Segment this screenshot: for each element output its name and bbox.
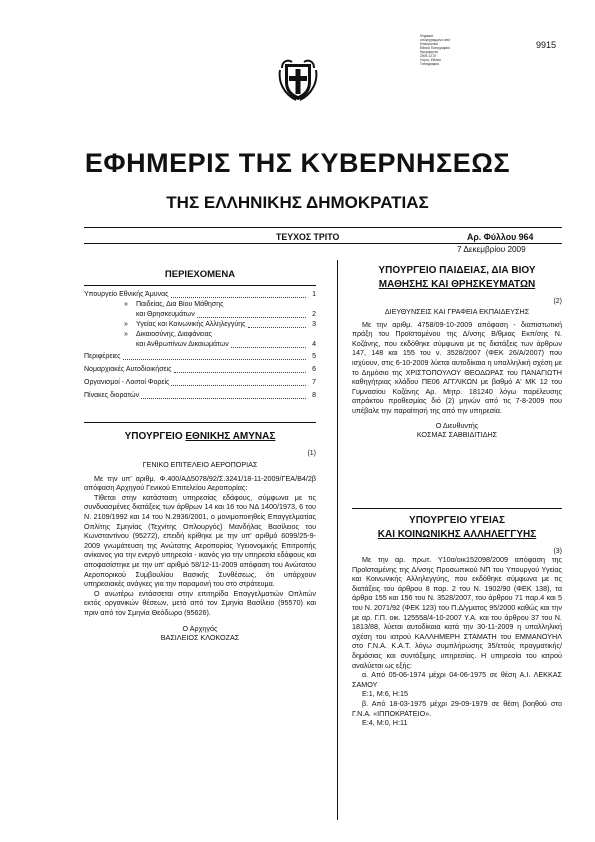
greek-coat-of-arms-icon — [278, 56, 318, 102]
toc-row-page: 2 — [312, 311, 316, 318]
issue-date: 7 Δεκεμβρίου 2009 — [457, 245, 526, 254]
stamp-line: Τυπογραφείο — [420, 62, 440, 66]
paragraph: Ο ανωτέρω εντάσσεται στην επιτηρίδα Επαγγελματιών Οπλιτών εκτός οργανικών θέσεων, μετά από τον Σμηνία Βασίλειο (95570) και πριν από τον Σμηνία Θεόδωρο (95626). — [84, 588, 316, 617]
decision-number: (3) — [553, 548, 562, 555]
stamp-line: Ημερομηνία: — [420, 50, 439, 54]
service-line: α. Από 05-06-1974 μέχρι 04-06-1975 σε θέση Α.Ι. ΛΕΚΚΑΣ ΣΑΜΟΥ — [352, 670, 562, 689]
toc-row — [84, 310, 316, 320]
toc-row-label: και Ανθρωπίνων Δικαιωμάτων — [136, 341, 229, 348]
issue-label: Αρ. Φύλλου — [467, 232, 517, 242]
toc-row-label: Περιφέρειες — [84, 353, 121, 360]
education-section — [352, 264, 562, 440]
paragraph: Με την αρ. πρωτ. Υ10α/οικ152098/2009 απόφαση της Προϊσταμένης της Δ/νσης Προσωπικού ΝΠ του Υπουργού Υγείας και Κοινωνικής Αλληλεγγύης, που εκδόθηκε σύμφωνα με τις διατάξεις του άρθρου 8 παρ. 2 του Ν. 1902/90 (ΦΕΚ 138), τα άρθρα 155 και 156 του Ν. 3528/2007, του άρθρου 71 παρ.4 και 5 του Ν. 2071/92 (ΦΕΚ 123) του Π.Δ/γματος 95/2000 καθώς και την με αρ. Γ.Π. οικ. 125558/4-10-2007 Υ.Α. και του άρθρου 37 του Ν. 1813/88, λύεται αυτοδίκαια κατά την 30-11-2009 η υπαλληλική σχέση του ιατρού ΚΑΛΛΗΜΕΡΗ ΣΤΑΜΑΤΗ του ΕΜΜΑΝΟΥΗΛ στο Γ.Ν.Α. Κ.Α.Τ. λόγω συμπλήρωσης 35/ετούς πραγματικής/δημόσιας και συντάξιμης υπηρεσίας. Η υπηρεσία του ιατρού αναλύεται ως εξής: — [352, 555, 562, 670]
health-section — [352, 514, 562, 728]
toc-row-page: 4 — [312, 341, 316, 348]
toc-row-label: Παιδείας, Δια Βίου Μάθησης — [136, 301, 224, 308]
stamp-line: 2009.12.07 — [420, 54, 437, 58]
toc-row-label: Νομαρχιακές Αυτοδιοικήσεις — [84, 366, 172, 373]
gazette-subtitle: ΤΗΣ ΕΛΛΗΝΙΚΗΣ ΔΗΜΟΚΡΑΤΙΑΣ — [166, 193, 429, 212]
toc-row: » Δικαιοσύνης, Διαφάνειας — [124, 331, 213, 338]
toc-row — [84, 290, 316, 300]
toc-row-page: 8 — [312, 392, 316, 399]
toc-row — [84, 340, 316, 350]
service-line: Ε:4, Μ:0, Η:11 — [362, 718, 408, 728]
section-heading-underlined: ΕΘΝΙΚΗΣ ΑΜΥΝΑΣ — [185, 431, 276, 442]
section-heading: ΥΠΟΥΡΓΕΙΟ ΕΘΝΙΚΗΣ ΑΜΥΝΑΣ — [124, 431, 276, 442]
signature-name: ΒΑΣΙΛΕΙΟΣ ΚΛΟΚΟΖΑΣ — [160, 633, 240, 643]
paragraph: Με την αριθμ. 4758/09-10-2009 απόφαση - διαπιστωτική πράξη του Προϊσταμένου της Δ/νσης Β/θμιας Εκπ/σης Ν. Κοζάνης, που εκδόθηκε σύμφωνα με τις διατάξεις των άρθρων 147, 148 και 155 του ν. 3528/2007 (ΦΕΚ 26/Α/2007) που ισχύουν, στις 6-10-2009 λύεται αυτοδίκαια η υπαλληλική σχέση με το Δημόσιο της ΧΡΙΣΤΟΠΟΥΛΟΥ ΘΕΟΔΩΡΑΣ του ΠΑΝΑΓΙΩΤΗ καθηγήτριας κλάδου ΠΕ06 ΑΓΓΛΙΚΩΝ με βαθμό Α' ΜΚ 12 του Γυμνασίου Κοζάνης Αρ. Μητρ. 181240 λόγω παρέλευσης απράκτου προθεσμίας διό (2) μηνών από τις 7-8-2009 που υπέβαλε την παραίτησή της από την υπηρεσία. — [352, 319, 562, 415]
section-rule — [352, 508, 562, 509]
section-heading-line2: ΜΑΘΗΣΗΣ ΚΑΙ ΘΡΗΣΚΕΥΜΑΤΩΝ — [378, 279, 536, 290]
decision-number: (1) — [307, 450, 316, 457]
issuing-office: ΔΙΕΥΘΥΝΣΕΙΣ ΚΑΙ ΓΡΑΦΕΙΑ ΕΚΠΑΙΔΕΥΣΗΣ — [384, 307, 530, 316]
service-line: β. Από 18-03-1975 μέχρι 29-09-1979 σε θέση βοηθού στο Γ.Ν.Α. «ΙΠΠΟΚΡΑΤΕΙΟ». — [352, 698, 562, 718]
toc-row-page: 1 — [312, 291, 316, 298]
toc-row-label: Υπουργείο Εθνικής Άμυνας — [84, 291, 169, 298]
section-rule — [84, 422, 316, 423]
toc-row-page: 7 — [312, 379, 316, 386]
section-heading-line1: ΥΠΟΥΡΓΕΙΟ ΠΑΙΔΕΙΑΣ, ΔΙΑ ΒΙΟΥ — [378, 265, 536, 276]
service-line: Ε:1, Μ:6, Η:15 — [362, 689, 408, 699]
issue-value: 964 — [518, 232, 534, 242]
issuing-office: ΓΕΝΙΚΟ ΕΠΙΤΕΛΕΙΟ ΑΕΡΟΠΟΡΙΑΣ — [142, 460, 258, 469]
section-heading-line2: ΚΑΙ ΚΟΙΝΩΝΙΚΗΣ ΑΛΛΗΛΕΓΓΥΗΣ — [377, 529, 537, 540]
masthead-rule-top — [84, 227, 562, 228]
toc-heading: ΠΕΡΙΕΧΟΜΕΝΑ — [164, 269, 236, 280]
toc-row — [84, 378, 316, 388]
gazette-title: ΕΦΗΜΕΡΙΣ ΤΗΣ ΚΥΒΕΡΝΗΣΕΩΣ — [84, 148, 511, 178]
digital-signature-stamp — [420, 34, 490, 66]
stamp-line: Εθνικό Τυπογραφείο — [420, 46, 450, 50]
toc-rule — [84, 285, 316, 286]
toc-row — [84, 391, 316, 401]
defence-section — [84, 430, 316, 643]
decision-number: (2) — [553, 298, 562, 305]
table-of-contents — [84, 268, 316, 401]
signature-name: ΚΟΣΜΑΣ ΣΑΒΒΙΔΙΤΙΔΗΣ — [416, 430, 498, 440]
stamp-line: Λόγος: Εθνικό — [420, 58, 441, 62]
page-number: 9915 — [536, 40, 557, 50]
paragraph: Με την υπ' αριθμ. Φ.400/ΑΔ5078/92/Σ.3241/18-11-2009/ΓΕΑ/Β4/2β απόφαση Αρχηγού Γενικού Επιτελείου Αεροπορίας: — [84, 473, 316, 493]
toc-row — [84, 352, 316, 362]
stamp-line: Ψηφιακά — [420, 34, 433, 38]
issue-number — [467, 232, 533, 242]
signature-role: Ο Αρχηγός — [182, 623, 218, 633]
toc-row: » Υγείας και Κοινωνικής Αλληλεγγύης 3 — [124, 321, 316, 328]
toc-row: » Παιδείας, Δια Βίου Μάθησης — [124, 301, 224, 308]
toc-row-page: 6 — [312, 366, 316, 373]
signature-role: Ο Διευθυντής — [435, 420, 479, 430]
stamp-line: Ηλεκτρονικό — [420, 42, 438, 46]
toc-row-label: Πίνακες διορατών — [84, 392, 140, 399]
toc-row-page: 3 — [312, 321, 316, 328]
toc-row-label: Οργανισμοί - Λοιποί Φορείς — [84, 379, 170, 386]
toc-row-label: Δικαιοσύνης, Διαφάνειας — [136, 331, 213, 338]
toc-row-label: και Θρησκευμάτων — [136, 311, 195, 318]
toc-row-label: Υγείας και Κοινωνικής Αλληλεγγύης — [136, 321, 246, 328]
section-heading-line1: ΥΠΟΥΡΓΕΙΟ ΥΓΕΙΑΣ — [409, 515, 505, 526]
column-divider — [337, 260, 338, 820]
stamp-line: υπογεγραμμένο από — [420, 38, 451, 42]
toc-row — [84, 365, 316, 375]
paragraph: Τίθεται στην κατάσταση υπηρεσίας εδάφους, σύμφωνα με τις συνδυασμένες διατάξεις των άρθρων 14 και 16 του ΝΔ 1400/1973, 6 του Ν. 2109/1992 και 14 του Ν.2936/2001, ο μονιμοποιηθείς Επαγγελματίας Οπλίτης Σμηνίας (Τεχνίτης Οπλουργός) Μανδήλας Βασίλειος του Κωνσταντίνου (95272), επειδή κρίθηκε με την υπ' αριθμό 6099/25-9-2009 γνωμάτευση της Ανώτατης Αεροπορίας Υγειονομικής Επιτροπής ανίκανος για την ενεργό υπηρεσία - ικανός για την υπηρεσία εδάφους και αποφασίστηκε με την υπ' αριθμό 58/12-11-2009 απόφαση του Ανώτατου Αεροπορικού Συμβουλίου Βασικής Συνθέσεως, ότι υπάρχουν υπηρεσιακές ανάγκες για την παραμονή του στο στράτευμα. — [84, 492, 316, 589]
series-label: ΤΕΥΧΟΣ ΤΡΙΤΟ — [276, 232, 340, 242]
toc-row-page: 5 — [312, 353, 316, 360]
masthead-rule-bottom — [84, 243, 562, 244]
